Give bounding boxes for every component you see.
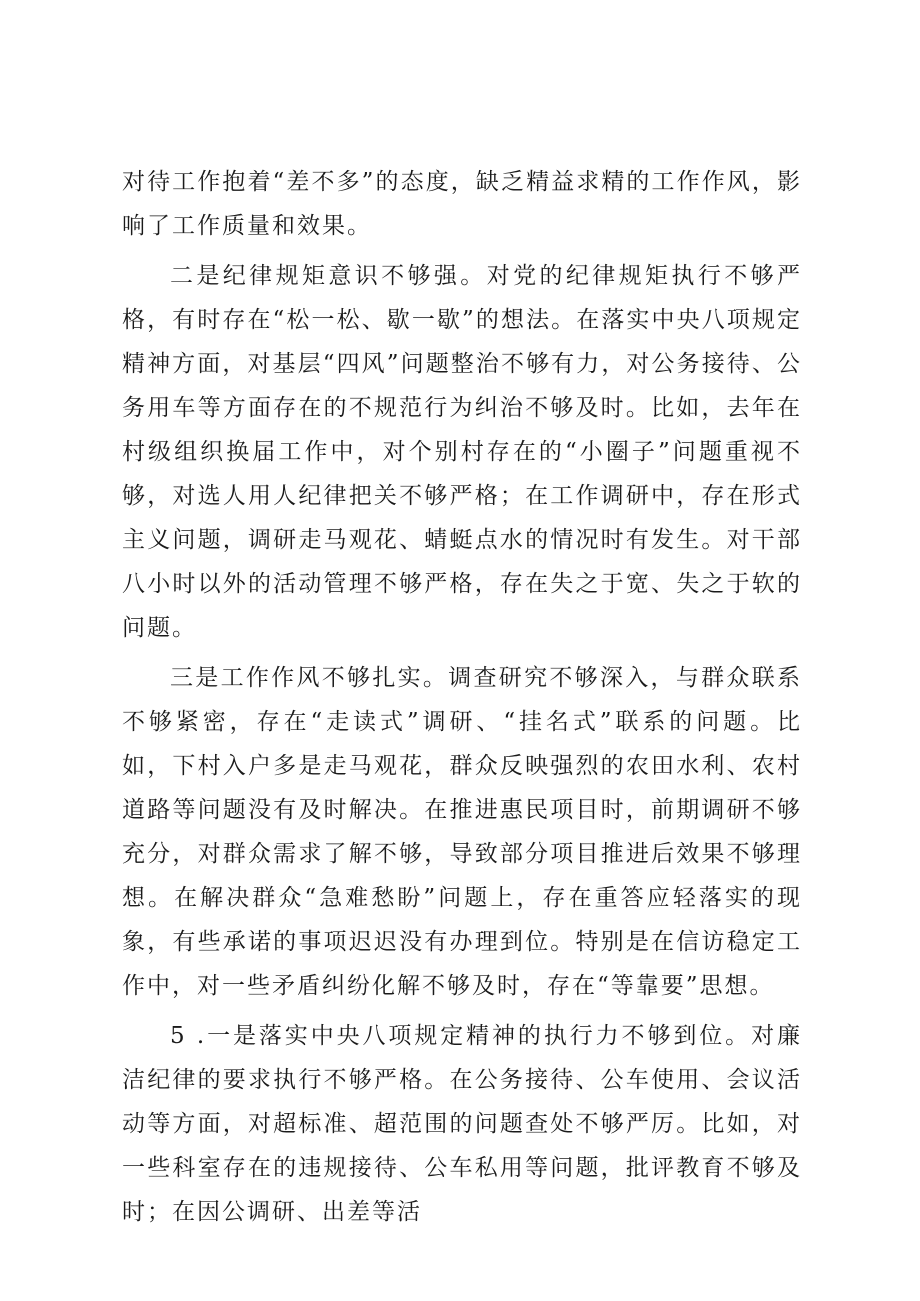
paragraph-eight-rules: 5 .一是落实中央八项规定精神的执行力不够到位。对廉洁纪律的要求执行不够严格。在公务接待、公车使用、会议活动等方面，对超标准、超范围的问题查处不够严厉。比如，对一些科室存在的违规接待、公车私用等问题，批评教育不够及时；在因公调研、出差等活 [122,1023,802,1225]
paragraph-work-style: 三是工作作风不够扎实。调查研究不够深入，与群众联系不够紧密，存在“走读式”调研、“挂名式”联系的问题。比如，下村入户多是走马观花，群众反映强烈的农田水利、农村道路等问题没有及时解决。在推进惠民项目时，前期调研不够充分，对群众需求了解不够，导致部分项目推进后效果不够理想。在解决群众“急难愁盼”问题上，存在重答应轻落实的现象，有些承诺的事项迟迟没有办理到位。特别是在信访稳定工作中，对一些矛盾纠纷化解不够及时，存在“等靠要”思想。 [122,665,802,999]
paragraph-discipline: 二是纪律规矩意识不够强。对党的纪律规矩执行不够严格，有时存在“松一松、歇一歇”的想法。在落实中央八项规定精神方面，对基层“四风”问题整治不够有力，对公务接待、公务用车等方面存在的不规范行为纠治不够及时。比如，去年在村级组织换届工作中，对个别村存在的“小圈子”问题重视不够，对选人用人纪律把关不够严格；在工作调研中，存在形式主义问题，调研走马观花、蜻蜓点水的情况时有发生。对干部八小时以外的活动管理不够严格，存在失之于宽、失之于软的问题。 [122,263,802,641]
paragraph-continuation: 对待工作抱着“差不多”的态度，缺乏精益求精的工作作风，影响了工作质量和效果。 [122,169,802,239]
document-body [122,160,802,1240]
